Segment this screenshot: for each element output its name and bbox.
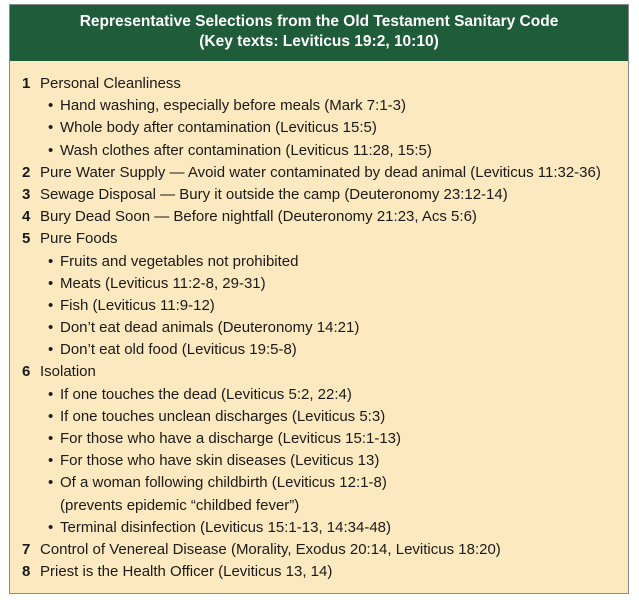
item-heading: Priest is the Health Officer (Leviticus 13, 14) xyxy=(40,563,333,581)
sub-item-text: Terminal disinfection (Leviticus 15:1-13, 14:34-48) xyxy=(60,518,392,536)
bullet-icon: • xyxy=(48,252,54,270)
sanitary-code-panel xyxy=(9,4,629,594)
item-number: 6 xyxy=(22,363,31,381)
sub-item-text: If one touches unclean discharges (Leviticus 5:3) xyxy=(60,407,386,425)
sub-item-text: Fish (Leviticus 11:9-12) xyxy=(60,296,215,314)
item-number: 2 xyxy=(22,163,31,181)
sub-item-text: For those who have a discharge (Leviticus 15:1-13) xyxy=(60,430,402,447)
list-item-main xyxy=(10,206,628,228)
list-item-sub xyxy=(10,317,628,339)
list-item-sub xyxy=(10,117,628,139)
list-item-main xyxy=(10,561,628,583)
list-item-sub xyxy=(10,95,628,117)
sub-item-text: Meats (Leviticus 11:2-8, 29-31) xyxy=(60,274,266,292)
item-number: 1 xyxy=(22,75,31,92)
list-item-sub xyxy=(10,406,628,428)
bullet-icon: • xyxy=(48,407,54,425)
list-item-main xyxy=(10,539,628,561)
bullet-icon: • xyxy=(48,474,54,492)
list-item-sub xyxy=(10,295,628,317)
panel-header xyxy=(10,5,628,61)
list-item-sub xyxy=(10,472,628,494)
list-item-sub xyxy=(10,450,628,472)
sub-item-text: If one touches the dead (Leviticus 5:2, 22:4) xyxy=(60,385,352,403)
list-item-main xyxy=(10,184,628,206)
bullet-icon: • xyxy=(48,341,54,359)
item-number: 3 xyxy=(22,185,31,203)
list-item-sub xyxy=(10,384,628,406)
list-item-main xyxy=(10,228,628,250)
item-heading: Personal Cleanliness xyxy=(40,75,181,92)
list-item-sub xyxy=(10,251,628,273)
bullet-icon: • xyxy=(48,452,54,470)
list-item-main xyxy=(10,361,628,383)
bullet-icon: • xyxy=(48,296,54,314)
item-heading: Pure Foods xyxy=(40,230,118,248)
item-number: 5 xyxy=(22,230,31,248)
item-heading: Bury Dead Soon — Before nightfall (Deuteronomy 21:23, Acs 5:6) xyxy=(40,208,477,226)
item-number: 8 xyxy=(22,563,31,581)
continuation-text: (prevents epidemic “childbed fever”) xyxy=(60,496,300,514)
list-item-sub xyxy=(10,140,628,162)
sub-item-text: For those who have skin diseases (Leviticus 13) xyxy=(60,452,380,470)
item-heading: Control of Venereal Disease (Morality, Exodus 20:14, Leviticus 18:20) xyxy=(40,540,501,558)
list-item-continuation xyxy=(10,495,628,517)
bullet-icon: • xyxy=(48,97,54,115)
bullet-icon: • xyxy=(48,518,54,536)
bullet-icon: • xyxy=(48,430,54,447)
sub-item-text: Fruits and vegetables not prohibited xyxy=(60,252,299,270)
item-number: 7 xyxy=(22,540,31,558)
bullet-icon: • xyxy=(48,141,54,159)
code-list xyxy=(10,73,628,583)
list-item-sub xyxy=(10,428,628,450)
list-item-main xyxy=(10,162,628,184)
sub-item-text: Don’t eat old food (Leviticus 19:5-8) xyxy=(60,341,297,359)
list-item-sub xyxy=(10,273,628,295)
bullet-icon: • xyxy=(48,119,54,137)
bullet-icon: • xyxy=(48,319,54,337)
item-number: 4 xyxy=(22,208,31,226)
sub-item-text: Whole body after contamination (Leviticus 15:5) xyxy=(60,119,377,137)
panel-subtitle: (Key texts: Leviticus 19:2, 10:10) xyxy=(199,33,439,50)
bullet-icon: • xyxy=(48,385,54,403)
list-item-main xyxy=(10,73,628,95)
list-item-sub xyxy=(10,339,628,361)
bullet-icon: • xyxy=(48,274,54,292)
item-heading: Sewage Disposal — Bury it outside the camp (Deuteronomy 23:12-14) xyxy=(40,185,508,203)
sub-item-text: Wash clothes after contamination (Leviticus 11:28, 15:5) xyxy=(60,141,432,159)
sub-item-text: Of a woman following childbirth (Leviticus 12:1-8) xyxy=(60,474,387,492)
sub-item-text: Don’t eat dead animals (Deuteronomy 14:21) xyxy=(60,319,360,337)
sub-item-text: Hand washing, especially before meals (Mark 7:1-3) xyxy=(60,97,406,115)
list-item-sub xyxy=(10,517,628,539)
item-heading: Isolation xyxy=(40,363,96,381)
panel-title: Representative Selections from the Old Testament Sanitary Code xyxy=(79,13,559,30)
item-heading: Pure Water Supply — Avoid water contaminated by dead animal (Leviticus 11:32-36) xyxy=(40,163,601,181)
